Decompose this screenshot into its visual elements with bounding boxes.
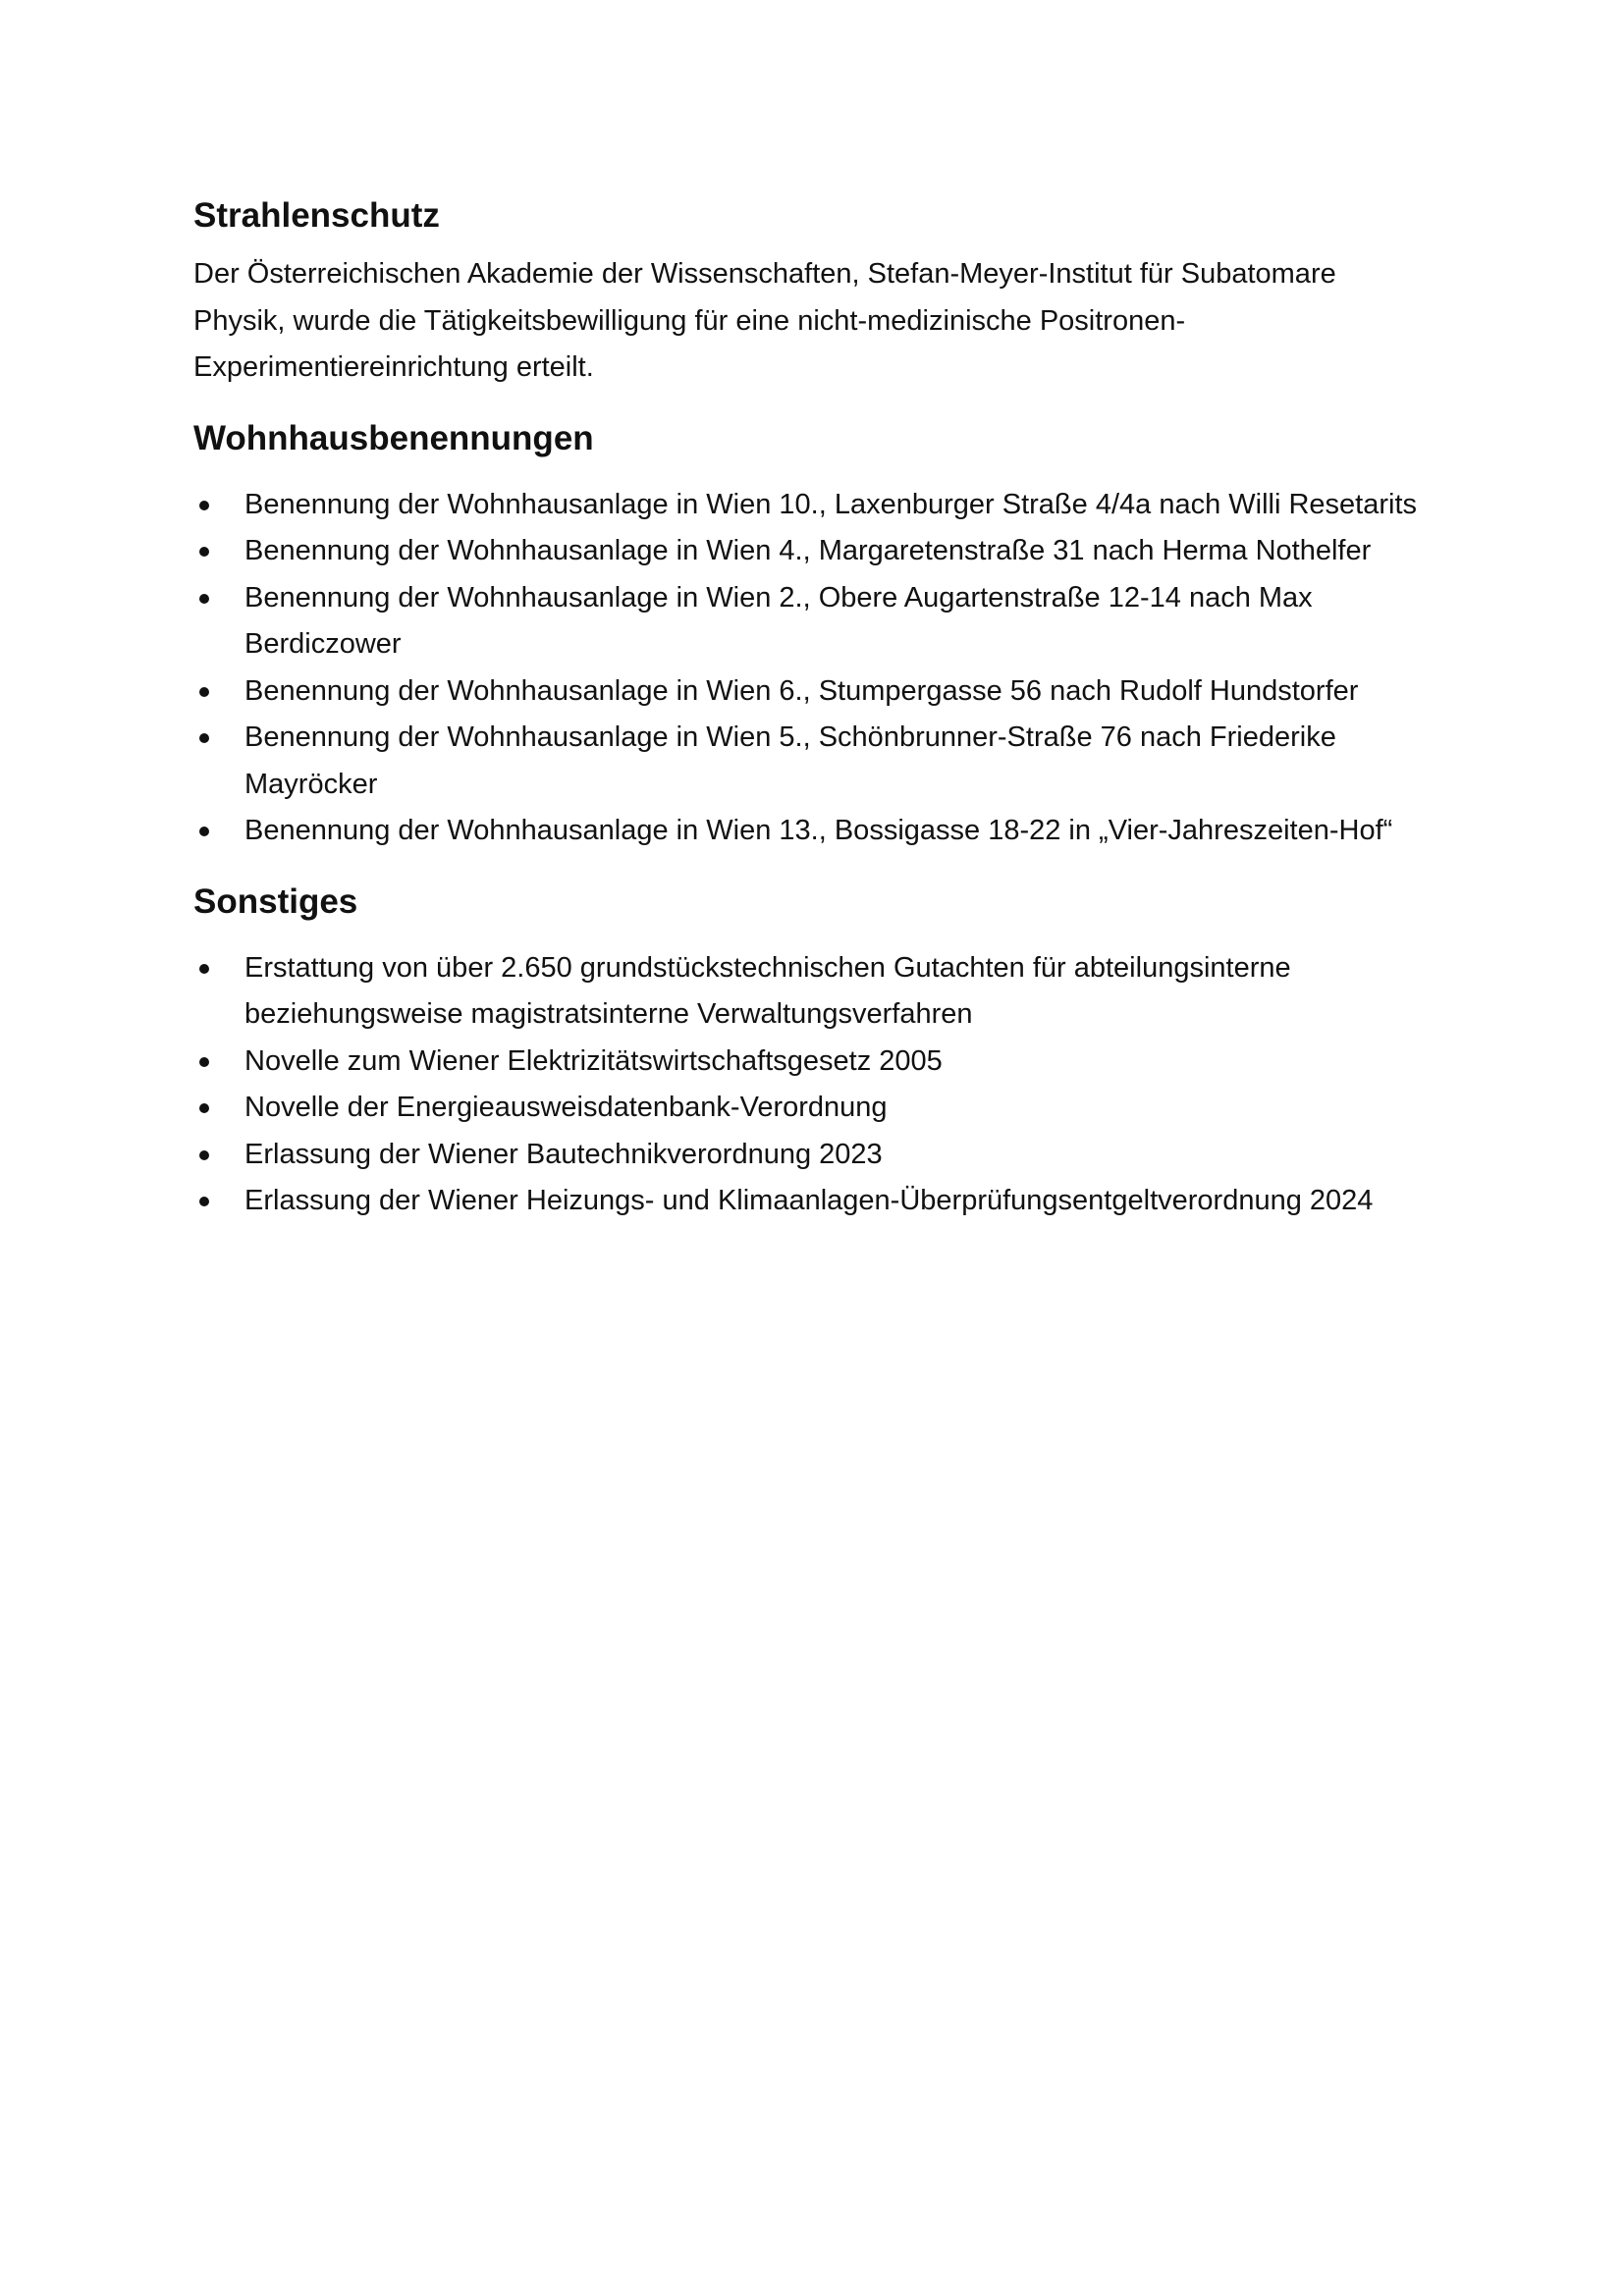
bullet-icon: [199, 547, 209, 557]
section-paragraph: Der Österreichischen Akademie der Wissenschaften, Stefan-Meyer-Institut für Subatomare Physik, wurde die Tätigkeitsbewilligung für eine nicht-medizinische Positronen-Experimentiereinrichtung erteilt.: [193, 258, 1336, 383]
bullet-list: [193, 945, 1440, 1225]
section-heading: Strahlenschutz: [193, 196, 440, 235]
list-item-text: Erstattung von über 2.650 grundstückstechnischen Gutachten für abteilungsinterne beziehungsweise magistratsinterne Verwaltungsverfahren: [244, 951, 1291, 1030]
bullet-icon: [199, 733, 209, 743]
list-item: [193, 575, 1440, 668]
list-item: [193, 482, 1440, 529]
list-item: [193, 715, 1440, 808]
list-item: [193, 668, 1440, 716]
list-item: [193, 945, 1440, 1039]
list-item: [193, 1085, 1440, 1132]
bullet-icon: [199, 827, 209, 836]
list-item-text: Benennung der Wohnhausanlage in Wien 2., Obere Augartenstraße 12-14 nach Max Berdiczower: [244, 581, 1313, 660]
bullet-icon: [199, 964, 209, 974]
list-item-text: Benennung der Wohnhausanlage in Wien 5., Schönbrunner-Straße 76 nach Friederike Mayröcker: [244, 721, 1336, 800]
bullet-list: [193, 482, 1440, 855]
list-item-text: Benennung der Wohnhausanlage in Wien 10., Laxenburger Straße 4/4a nach Willi Resetarits: [244, 488, 1418, 520]
bullet-icon: [199, 1150, 209, 1160]
bullet-icon: [199, 501, 209, 510]
bullet-icon: [199, 594, 209, 604]
list-item-text: Novelle zum Wiener Elektrizitätswirtschaftsgesetz 2005: [244, 1044, 943, 1077]
list-item-text: Erlassung der Wiener Bautechnikverordnung 2023: [244, 1138, 883, 1170]
section-strahlenschutz: [193, 192, 1440, 392]
bullet-icon: [199, 687, 209, 697]
list-item: [193, 1039, 1440, 1086]
list-item: [193, 1178, 1440, 1225]
list-item-text: Novelle der Energieausweisdatenbank-Verordnung: [244, 1092, 888, 1123]
list-item-text: Benennung der Wohnhausanlage in Wien 4., Margaretenstraße 31 nach Herma Nothelfer: [244, 535, 1372, 566]
bullet-icon: [199, 1197, 209, 1206]
section-heading: Wohnhausbenennungen: [193, 418, 594, 457]
list-item: [193, 1132, 1440, 1179]
bullet-icon: [199, 1057, 209, 1067]
list-item: [193, 528, 1440, 575]
list-item-text: Benennung der Wohnhausanlage in Wien 6., Stumpergasse 56 nach Rudolf Hundstorfer: [244, 674, 1359, 707]
document-content: [193, 192, 1440, 1225]
section-sonstiges: [193, 879, 1440, 1225]
list-item: [193, 808, 1440, 855]
list-item-text: Erlassung der Wiener Heizungs- und Klimaanlagen-Überprüfungsentgeltverordnung 2024: [244, 1185, 1374, 1216]
list-item-text: Benennung der Wohnhausanlage in Wien 13., Bossigasse 18-22 in „Vier-Jahreszeiten-Hof“: [244, 815, 1393, 846]
bullet-icon: [199, 1103, 209, 1113]
section-wohnhausbenennungen: [193, 415, 1440, 855]
section-heading: Sonstiges: [193, 881, 358, 921]
